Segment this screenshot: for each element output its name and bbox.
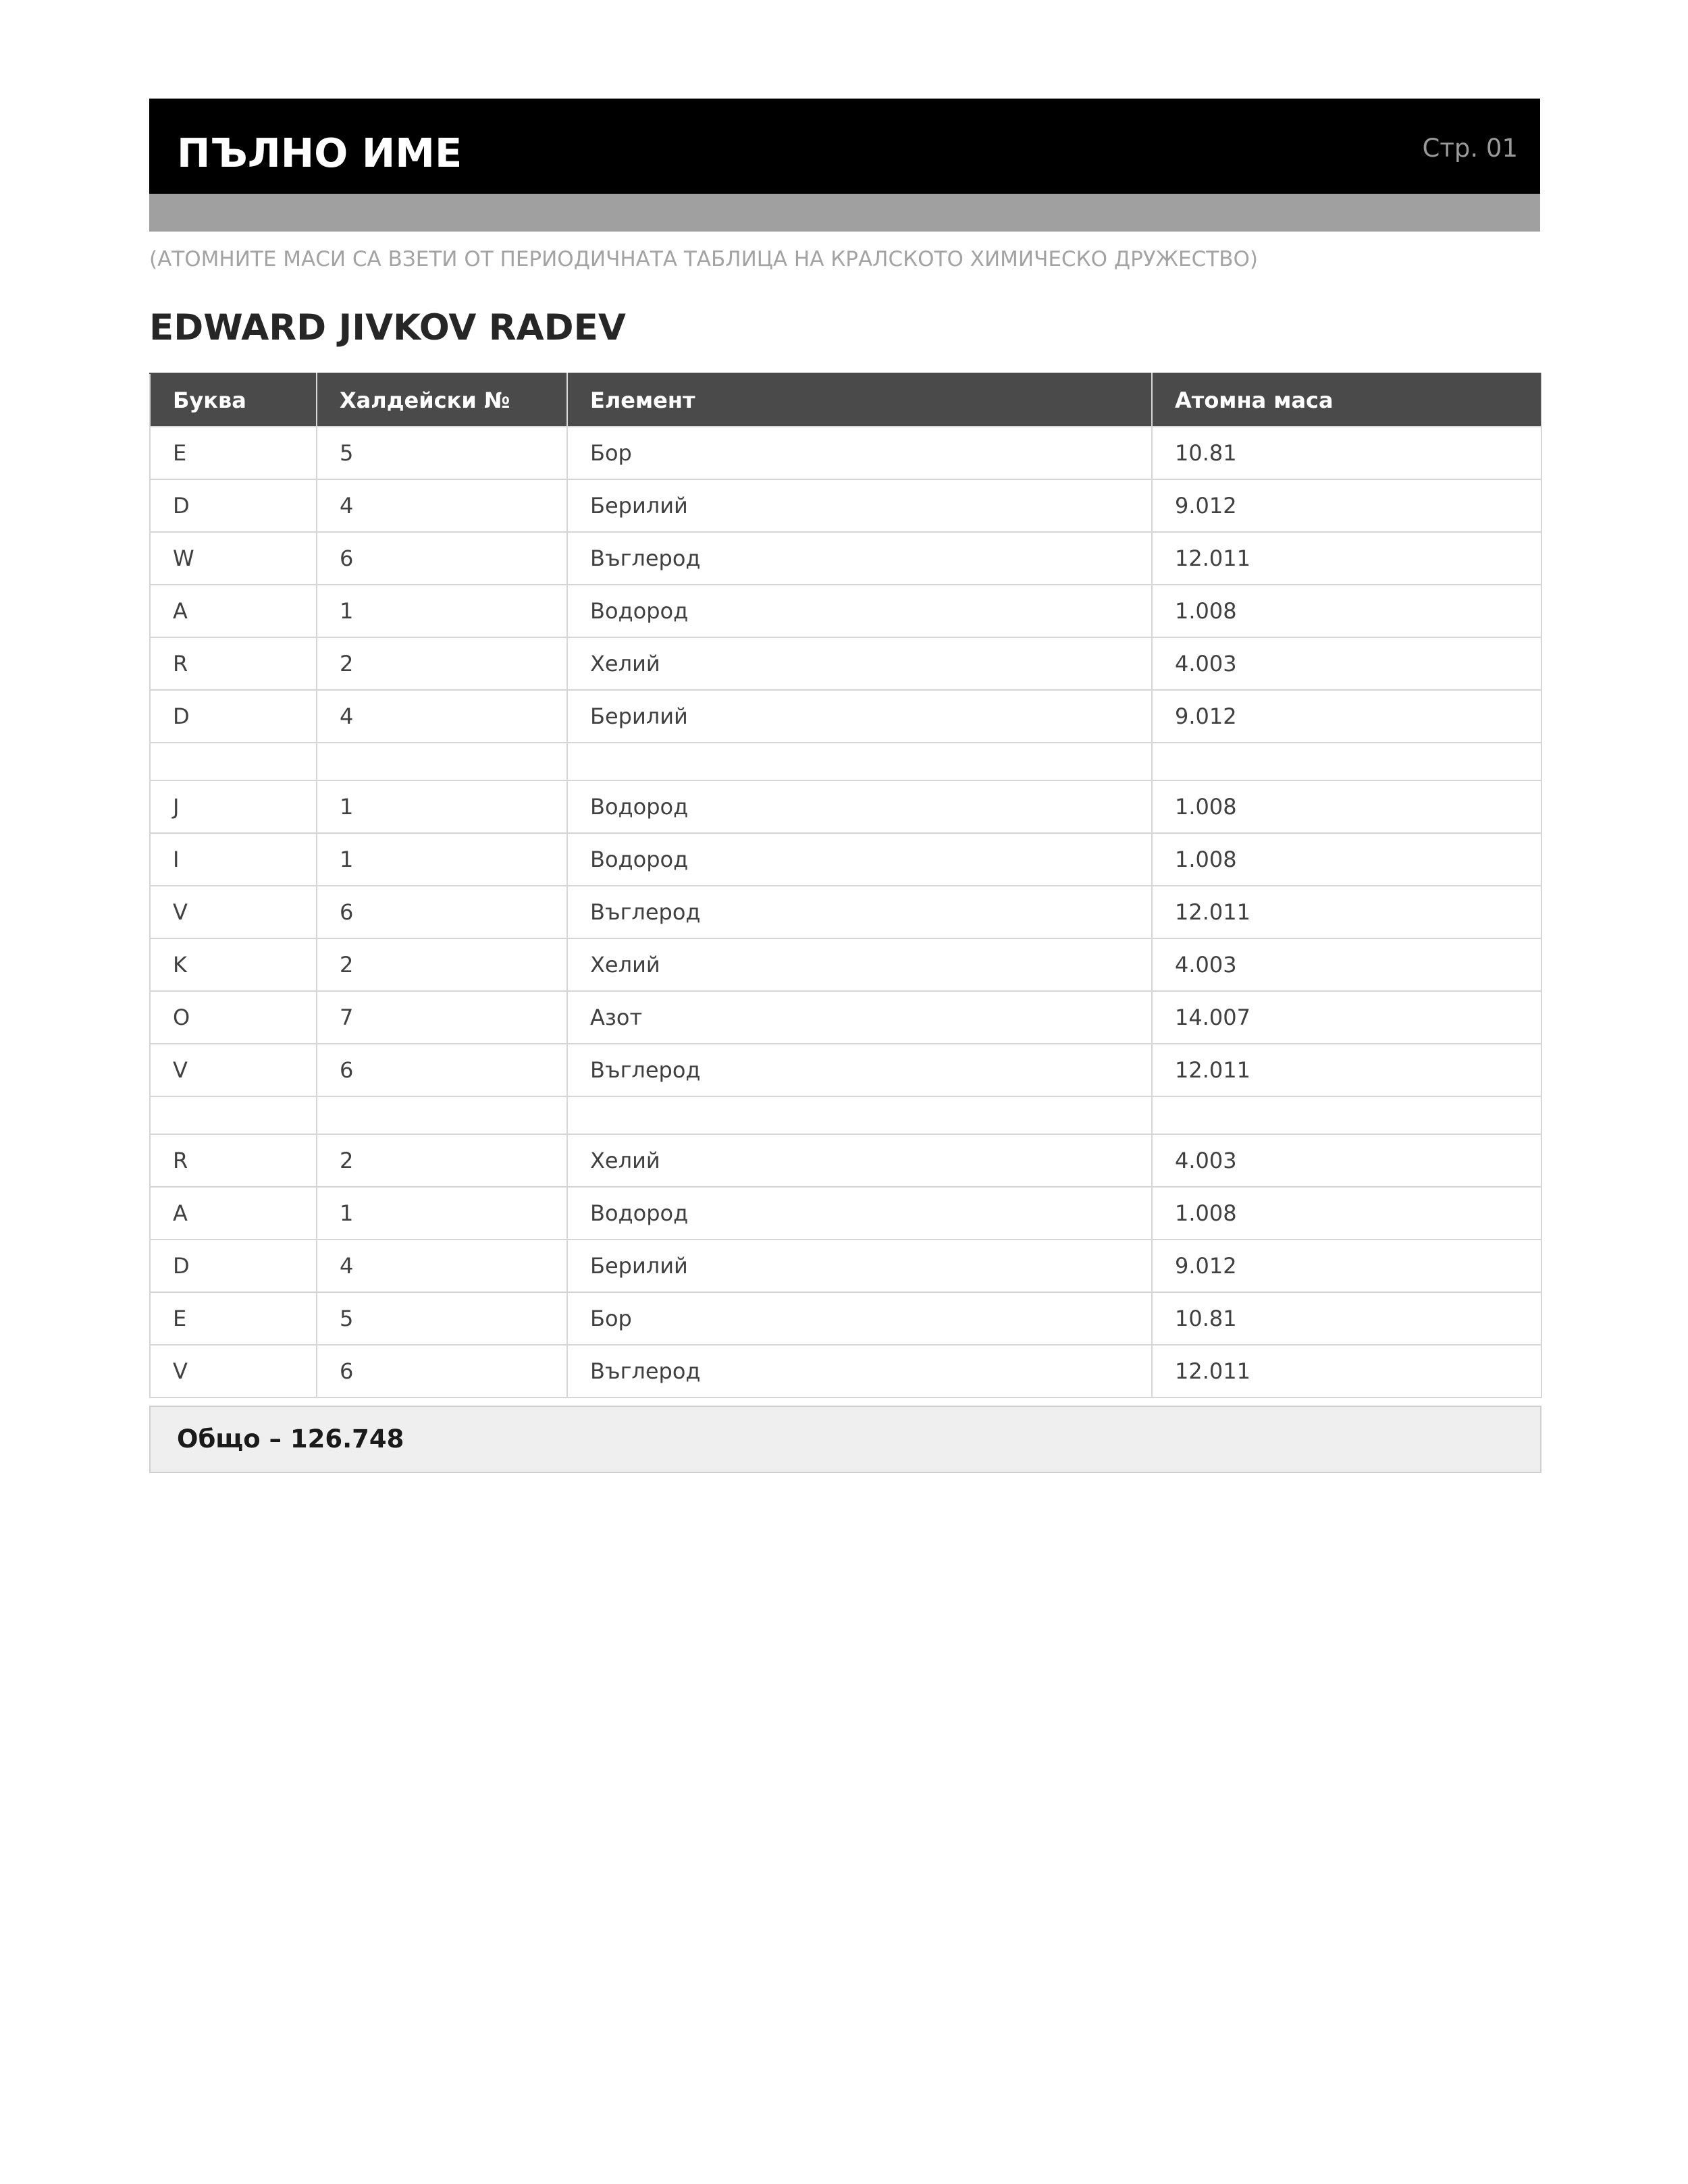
table-row [150, 743, 1541, 780]
cell-element: Бор [567, 1292, 1152, 1345]
cell-atomic-mass: 1.008 [1152, 833, 1541, 886]
cell-atomic-mass: 9.012 [1152, 1240, 1541, 1292]
cell-element [567, 1096, 1152, 1134]
cell-chaldean-number: 2 [317, 637, 567, 690]
full-name-heading: EDWARD JIVKOV RADEV [149, 307, 626, 348]
cell-element: Азот [567, 991, 1152, 1044]
cell-atomic-mass: 14.007 [1152, 991, 1541, 1044]
table-body [150, 427, 1541, 1397]
cell-chaldean-number [317, 1096, 567, 1134]
cell-letter: A [150, 1187, 317, 1240]
cell-atomic-mass: 9.012 [1152, 690, 1541, 743]
source-note: (АТОМНИТЕ МАСИ СА ВЗЕТИ ОТ ПЕРИОДИЧНАТА ТАБЛИЦА НА КРАЛСКОТО ХИМИЧЕСКО ДРУЖЕСТВО) [149, 247, 1258, 271]
cell-element: Водород [567, 780, 1152, 833]
table-row [150, 833, 1541, 886]
table-row [150, 1345, 1541, 1397]
table-row [150, 938, 1541, 991]
cell-chaldean-number: 4 [317, 690, 567, 743]
cell-letter: K [150, 938, 317, 991]
cell-atomic-mass: 12.011 [1152, 886, 1541, 938]
table-row [150, 780, 1541, 833]
cell-letter: R [150, 1134, 317, 1187]
cell-element: Бор [567, 427, 1152, 479]
cell-chaldean-number: 1 [317, 780, 567, 833]
cell-atomic-mass: 4.003 [1152, 938, 1541, 991]
column-header-chaldean-number: Халдейски № [317, 373, 567, 427]
cell-element: Въглерод [567, 1044, 1152, 1096]
column-header-atomic-mass: Атомна маса [1152, 373, 1541, 427]
cell-element: Хелий [567, 637, 1152, 690]
cell-chaldean-number: 1 [317, 1187, 567, 1240]
cell-element: Водород [567, 1187, 1152, 1240]
table-row [150, 991, 1541, 1044]
cell-chaldean-number: 4 [317, 1240, 567, 1292]
table-row [150, 427, 1541, 479]
cell-chaldean-number: 7 [317, 991, 567, 1044]
total-label: Общо – 126.748 [177, 1424, 404, 1454]
cell-element: Водород [567, 585, 1152, 637]
cell-atomic-mass [1152, 743, 1541, 780]
cell-element: Водород [567, 833, 1152, 886]
element-table [149, 373, 1542, 1398]
table-row [150, 1187, 1541, 1240]
cell-element: Въглерод [567, 532, 1152, 585]
cell-letter [150, 1096, 317, 1134]
cell-letter: R [150, 637, 317, 690]
table-row [150, 479, 1541, 532]
cell-letter: E [150, 1292, 317, 1345]
cell-atomic-mass: 9.012 [1152, 479, 1541, 532]
cell-element: Хелий [567, 938, 1152, 991]
table-row [150, 532, 1541, 585]
cell-atomic-mass: 10.81 [1152, 427, 1541, 479]
cell-atomic-mass: 12.011 [1152, 1044, 1541, 1096]
table-row [150, 886, 1541, 938]
cell-element: Берилий [567, 690, 1152, 743]
table-row [150, 1096, 1541, 1134]
column-header-letter: Буква [150, 373, 317, 427]
cell-element: Хелий [567, 1134, 1152, 1187]
cell-element: Берилий [567, 479, 1152, 532]
cell-chaldean-number [317, 743, 567, 780]
cell-atomic-mass: 1.008 [1152, 585, 1541, 637]
cell-chaldean-number: 6 [317, 886, 567, 938]
cell-element [567, 743, 1152, 780]
cell-atomic-mass: 4.003 [1152, 637, 1541, 690]
cell-letter: I [150, 833, 317, 886]
cell-letter: D [150, 479, 317, 532]
page-header [149, 99, 1540, 194]
cell-chaldean-number: 2 [317, 938, 567, 991]
cell-letter: V [150, 1345, 317, 1397]
cell-atomic-mass: 12.011 [1152, 532, 1541, 585]
cell-letter: V [150, 886, 317, 938]
cell-chaldean-number: 6 [317, 532, 567, 585]
cell-chaldean-number: 5 [317, 427, 567, 479]
cell-letter: J [150, 780, 317, 833]
cell-chaldean-number: 4 [317, 479, 567, 532]
cell-chaldean-number: 6 [317, 1345, 567, 1397]
cell-letter: V [150, 1044, 317, 1096]
table-row [150, 637, 1541, 690]
table-row [150, 1134, 1541, 1187]
cell-element: Въглерод [567, 886, 1152, 938]
cell-chaldean-number: 2 [317, 1134, 567, 1187]
table-row [150, 585, 1541, 637]
cell-letter: E [150, 427, 317, 479]
cell-element: Въглерод [567, 1345, 1152, 1397]
cell-letter: D [150, 1240, 317, 1292]
cell-atomic-mass: 10.81 [1152, 1292, 1541, 1345]
cell-chaldean-number: 1 [317, 833, 567, 886]
cell-letter: W [150, 532, 317, 585]
cell-atomic-mass: 1.008 [1152, 1187, 1541, 1240]
table-row [150, 1240, 1541, 1292]
table-row [150, 1292, 1541, 1345]
cell-chaldean-number: 5 [317, 1292, 567, 1345]
table-row [150, 690, 1541, 743]
cell-letter [150, 743, 317, 780]
header-title: ПЪЛНО ИМЕ [177, 130, 463, 176]
table-row [150, 1044, 1541, 1096]
cell-atomic-mass: 12.011 [1152, 1345, 1541, 1397]
column-header-element: Елемент [567, 373, 1152, 427]
cell-chaldean-number: 6 [317, 1044, 567, 1096]
cell-letter: D [150, 690, 317, 743]
cell-atomic-mass [1152, 1096, 1541, 1134]
cell-letter: O [150, 991, 317, 1044]
cell-chaldean-number: 1 [317, 585, 567, 637]
table-header-row [150, 373, 1541, 427]
header-accent-bar [149, 194, 1540, 232]
total-box [149, 1406, 1541, 1473]
cell-atomic-mass: 1.008 [1152, 780, 1541, 833]
page-number: Стр. 01 [1422, 134, 1518, 163]
cell-letter: A [150, 585, 317, 637]
cell-element: Берилий [567, 1240, 1152, 1292]
cell-atomic-mass: 4.003 [1152, 1134, 1541, 1187]
